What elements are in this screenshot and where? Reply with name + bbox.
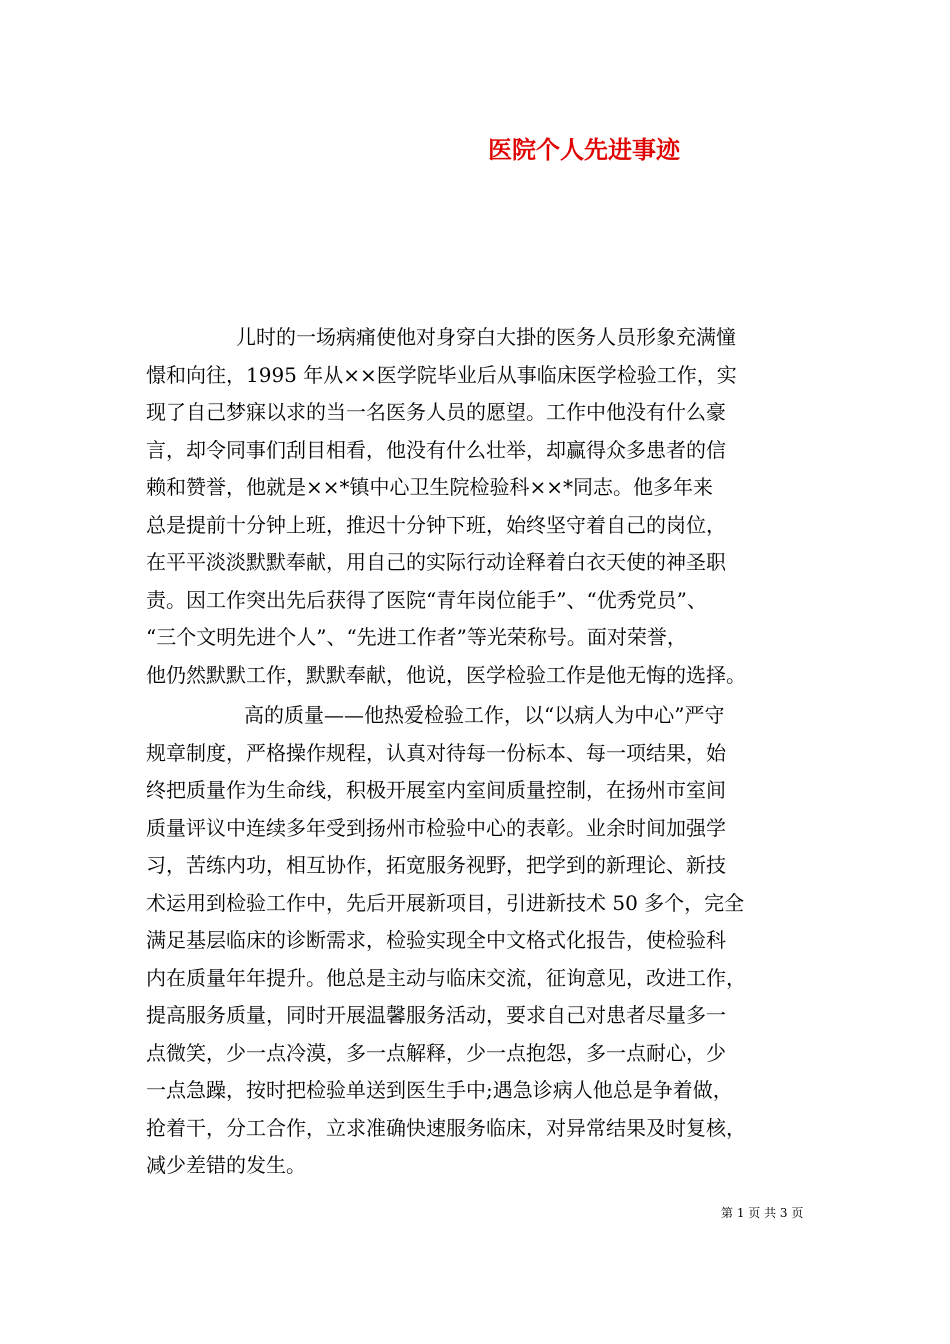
paragraph-line: 儿时的一场病痛使他对身穿白大掛的医务人员形象充满憧	[236, 325, 736, 349]
paragraph-line: 他仍然默默工作，默默奉献，他说，医学检验工作是他无悔的选择。	[146, 663, 746, 687]
paragraph-line: 抢着干，分工合作，立求准确快速服务临床，对异常结果及时复核，	[146, 1116, 746, 1140]
page-number-footer: 第 1 页 共 3 页	[721, 1206, 804, 1220]
paragraph-line: 内在质量年年提升。他总是主动与临床交流，征询意见，改进工作，	[146, 966, 746, 990]
paragraph-line: 憬和向往，1995 年从××医学院毕业后从事临床医学检验工作，实	[146, 363, 737, 387]
paragraph-line: 习，苦练内功，相互协作，拓宽服务视野，把学到的新理论、新技	[146, 853, 726, 877]
paragraph-line: 规章制度，严格操作规程，认真对待每一份标本、每一项结果，始	[146, 741, 726, 765]
paragraph-line: 减少差错的发生。	[146, 1153, 306, 1177]
paragraph-line: 质量评议中连续多年受到扬州市检验中心的表彰。业余时间加强学	[146, 816, 726, 840]
paragraph-line: 现了自己梦寐以求的当一名医务人员的愿望。工作中他没有什么豪	[146, 400, 726, 424]
paragraph-line: 高的质量——他热爱检验工作，以“以病人为中心”严守	[244, 703, 725, 727]
paragraph-line: 终把质量作为生命线，积极开展室内室间质量控制，在扬州市室间	[146, 778, 726, 802]
paragraph-line: 满足基层临床的诊断需求，检验实现全中文格式化报告，使检验科	[146, 928, 726, 952]
paragraph-line: 总是提前十分钟上班，推迟十分钟下班，始终坚守着自己的岗位，	[146, 513, 726, 537]
paragraph-line: 责。因工作突出先后获得了医院“青年岗位能手”、“优秀党员”、	[146, 588, 707, 612]
paragraph-line: 赖和赞誉，他就是××*镇中心卫生院检验科××*同志。他多年来	[146, 475, 714, 499]
paragraph-line: 在平平淡淡默默奉献，用自己的实际行动诠释着白衣天使的神圣职	[146, 550, 726, 574]
paragraph-line: 提高服务质量，同时开展温馨服务活动，要求自己对患者尽量多一	[146, 1003, 726, 1027]
paragraph-line: 一点急躁，按时把检验单送到医生手中;遇急诊病人他总是争着做，	[146, 1078, 733, 1102]
paragraph-line: “三个文明先进个人”、“先进工作者”等光荣称号。面对荣誉，	[146, 625, 687, 649]
paragraph-line: 言，却令同事们刮目相看，他没有什么壮举，却赢得众多患者的信	[146, 438, 726, 462]
paragraph-line: 术运用到检验工作中，先后开展新项目，引进新技术 50 多个，完全	[146, 891, 745, 915]
paragraph-line: 点微笑，少一点冷漠，多一点解释，少一点抱怨，多一点耐心，少	[146, 1041, 726, 1065]
document-title: 医院个人先进事迹	[488, 135, 680, 164]
